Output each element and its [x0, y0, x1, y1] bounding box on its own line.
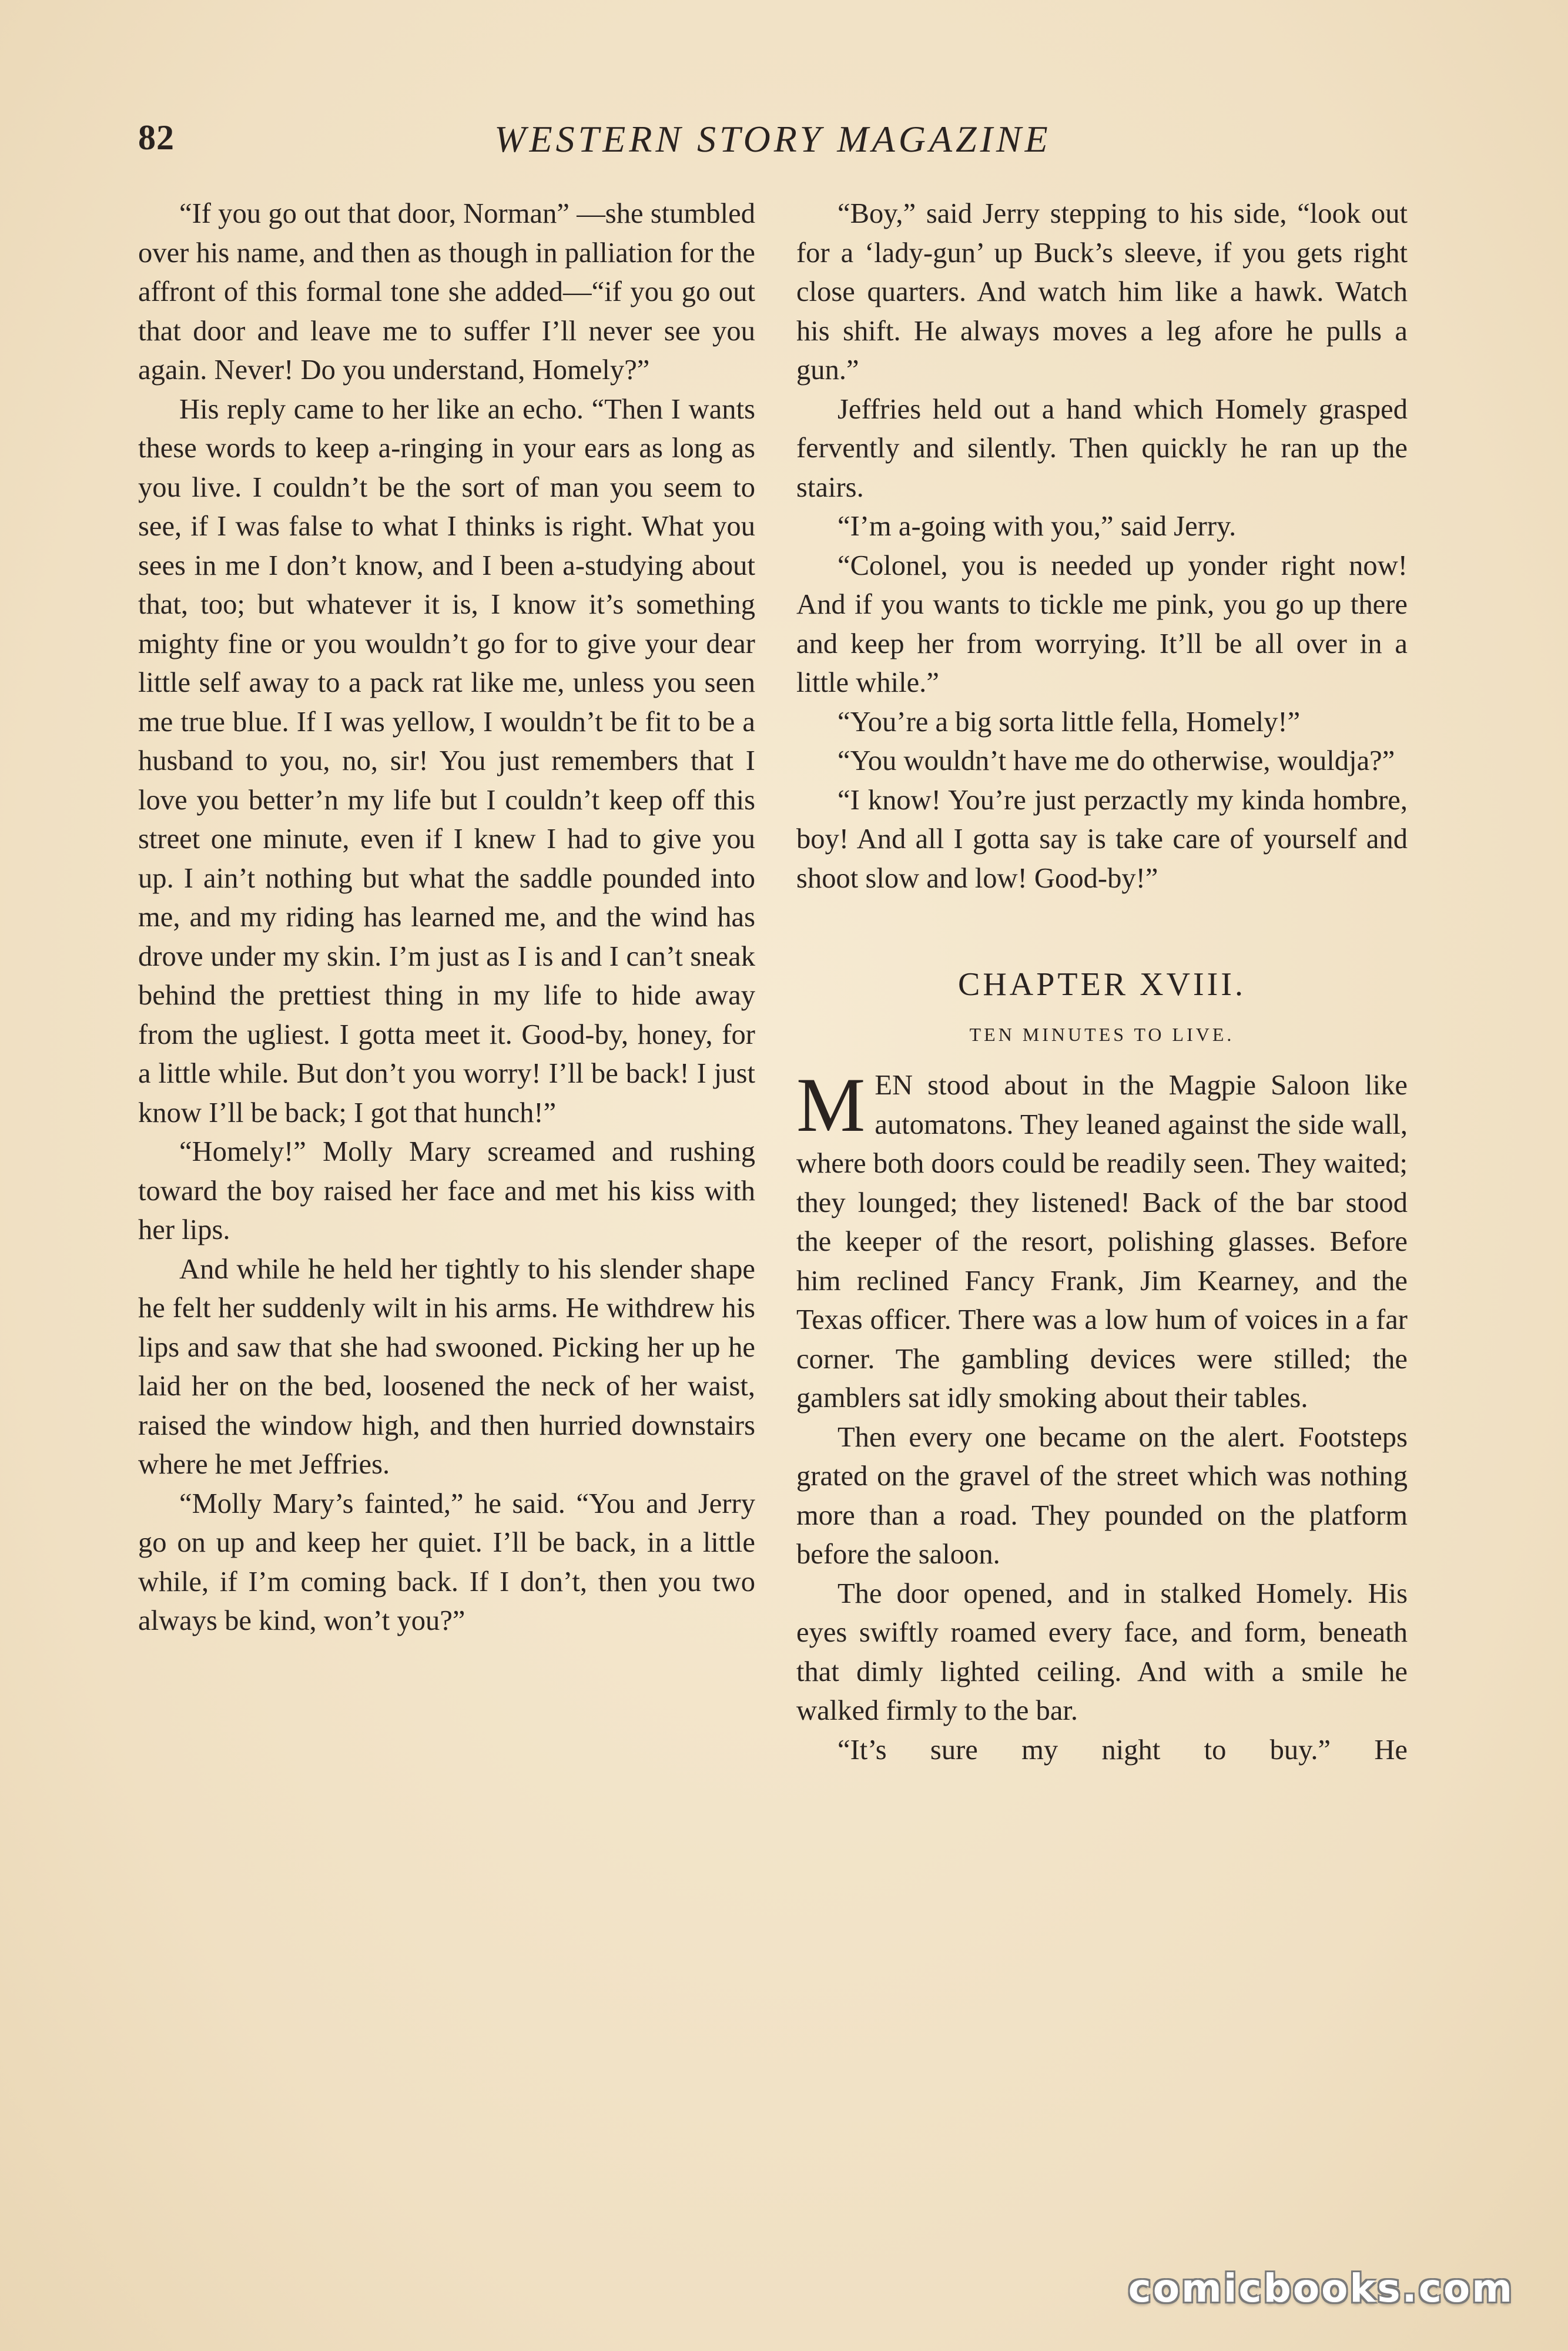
paragraph: “Colonel, you is needed up yonder right now! And if you wants to tickle me pink, you go up there and keep her from worrying. It’ll be all over in a little while.” [796, 549, 1408, 698]
paragraph: “Homely!” Molly Mary screamed and rushing toward the boy raised her face and met his kiss with her lips. [138, 1136, 755, 1245]
chapter-subtitle: TEN MINUTES TO LIVE. [969, 1023, 1235, 1045]
watermark-logo: comicbooks.com [1128, 2266, 1514, 2311]
paragraph: “You wouldn’t have me do otherwise, wouldja?” [837, 745, 1395, 776]
paragraph: “I know! You’re just perzactly my kinda hombre, boy! And all I gotta say is take care of yourself and shoot slow and low! Good-by!” [796, 783, 1408, 894]
paragraph: Then every one became on the alert. Footsteps grated on the gravel of the street which was nothing more than a road. They pounded on the platform before the saloon. [796, 1421, 1408, 1570]
paragraph: “It’s sure my night to buy.” He [837, 1733, 1408, 1766]
paragraph: “Molly Mary’s fainted,” he said. “You and Jerry go on up and keep her quiet. I’ll be back, in a little while, if I’m coming back. If I don’t, then you two always be kind, won’t you?” [138, 1487, 755, 1636]
chapter-opening-paragraph [796, 1061, 1408, 1418]
paragraph: Jeffries held out a hand which Homely grasped fervently and silently. Then quickly he ran up the stairs. [796, 393, 1408, 503]
page-number: 82 [138, 118, 175, 157]
right-column [796, 194, 1408, 1769]
paragraph: “You’re a big sorta little fella, Homely!” [837, 705, 1301, 738]
paragraph: The door opened, and in stalked Homely. His eyes swiftly roamed every face, and form, beneath that dimly lighted ceiling. And with a smile he walked firmly to the bar. [796, 1577, 1408, 1726]
magazine-title: WESTERN STORY MAGAZINE [494, 118, 1051, 160]
paragraph: “I’m a-going with you,” said Jerry. [837, 510, 1237, 542]
paragraph: “If you go out that door, Norman” —she stumbled over his name, and then as though in palliation for the affront of this formal tone she added—“if you go out that door and leave me to suffer I’ll never see you again. Never! Do you understand, Homely?” [138, 197, 755, 386]
paragraph: His reply came to her like an echo. “Then I wants these words to keep a-ringing in your ears as long as you live. I couldn’t be the sort of man you seem to see, if I was false to what I thinks is right. What you sees in me I don’t know, and I been a-studying about that, too; but whatever it is, I know it’s something mighty fine or you wouldn’t go for to give your dear little self away to a pack rat like me, unless you seen me true blue. If I was yellow, I wouldn’t be fit to be a husband to you, no, sir! You just remembers that I love you better’n my life but I couldn’t keep off this street one minute, even if I knew I had to give you up. I ain’t nothing but what the saddle pounded into me, and my riding has learned me, and the wind has drove under my skin. I’m just as I is and I can’t sneak behind the prettiest thing in my life to hide away from the ugliest. I gotta meet it. Good-by, honey, for a little while. But don’t you worry! I’ll be back! I just know I’ll be back; I got that hunch!” [138, 393, 755, 1128]
opening-text: EN stood about in the Magpie Saloon like automatons. They leaned against the side wall, where both doors could be readily seen. They waited; they lounged; they listened! Back of the bar stood the keeper of the resort, polishing glasses. Before him reclined Fancy Frank, Jim Kearney, and the Texas officer. There was a low hum of voices in a far corner. The gambling devices were stilled; the gamblers sat idly smoking about their tables. [796, 1069, 1408, 1414]
chapter-title: CHAPTER XVIII. [958, 966, 1246, 1003]
page-header [138, 118, 1408, 170]
left-column [138, 194, 755, 1640]
paragraph: “Boy,” said Jerry stepping to his side, “look out for a ‘lady-gun’ up Buck’s sleeve, if you gets right close quarters. And watch him like a hawk. Watch his shift. He always moves a leg afore he pulls a gun.” [796, 197, 1408, 386]
drop-cap: M [796, 1061, 866, 1148]
paragraph: And while he held her tightly to his slender shape he felt her suddenly wilt in his arms. He withdrew his lips and saw that she had swooned. Picking her up he laid her on the bed, loosened the neck of her waist, raised the window high, and then hurried downstairs where he met Jeffries. [138, 1252, 755, 1480]
